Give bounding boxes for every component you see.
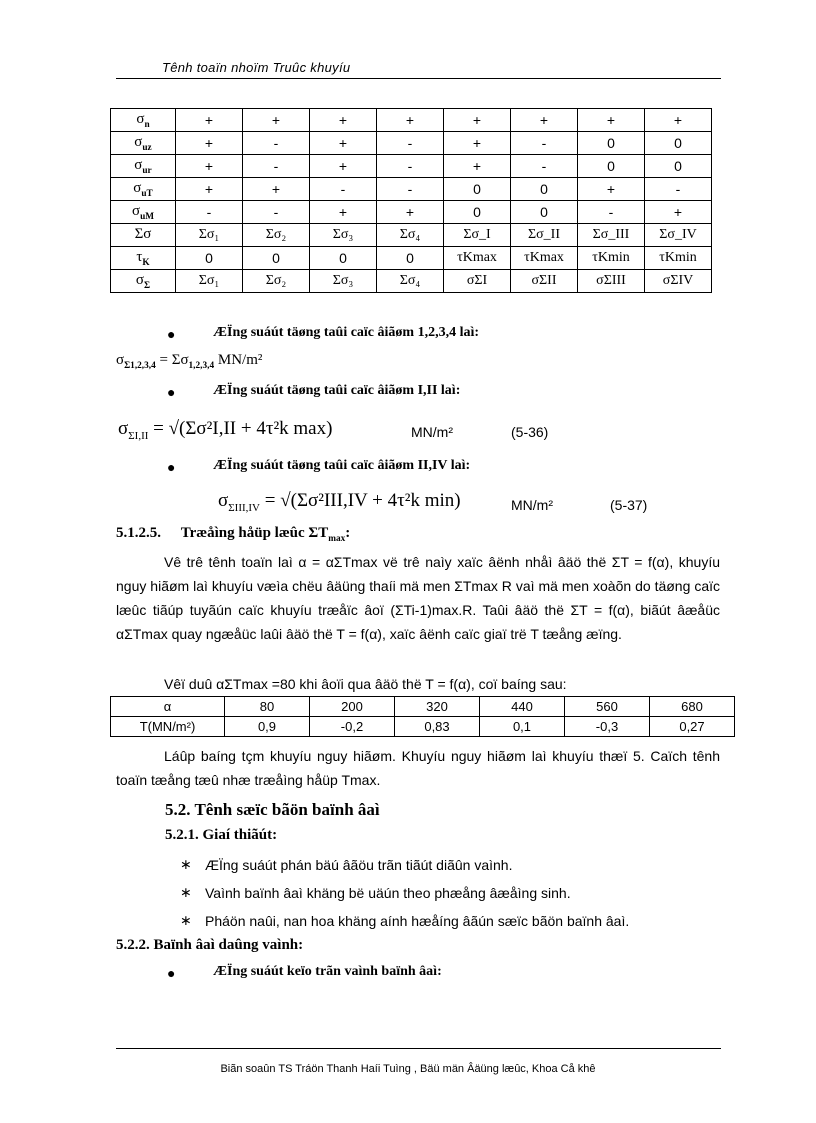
table-cell: 0 [444, 201, 511, 224]
table-cell: -0,3 [565, 717, 650, 737]
table-cell: 320 [395, 697, 480, 717]
row-symbol-subscript: n [144, 119, 150, 130]
bullet-text-3: ÆÏng suáút täøng taûi caïc âiãøm II,IV laì: [213, 458, 471, 473]
eq2-rhs: = √(Σσ²I,II + 4τ²k max) [153, 418, 333, 439]
row-symbol: Σσ [134, 225, 152, 242]
table-cell: + [578, 109, 645, 132]
table-row [111, 155, 712, 178]
table-row [111, 109, 712, 132]
table-cell: 0 [645, 132, 712, 155]
table-cell: Σσ₂ [243, 270, 310, 293]
row-symbol-subscript: uM [140, 211, 155, 222]
table-cell: + [310, 155, 377, 178]
table-row [111, 247, 712, 270]
table-row-label: T(MN/m²) [111, 717, 225, 737]
table-cell: Σσ₃ [310, 224, 377, 247]
table-row [111, 178, 712, 201]
table-cell: 0,83 [395, 717, 480, 737]
table-cell: + [645, 109, 712, 132]
table-cell: 0 [310, 247, 377, 270]
table-cell: 0 [511, 201, 578, 224]
table-cell: - [578, 201, 645, 224]
table-cell: 0 [444, 178, 511, 201]
table-cell: + [310, 132, 377, 155]
footer-rule [116, 1048, 721, 1049]
header-rule [116, 78, 721, 79]
eq1-eq: = Σσ [155, 352, 189, 368]
table-cell: 680 [650, 697, 735, 717]
bullet-icon: ● [167, 386, 176, 401]
section-heading-5-2-1: 5.2.1. Giaí thiãút: [165, 827, 278, 843]
bullet-text-4: ÆÏng suáút keïo trãn vaình baïnh âaì: [213, 964, 442, 979]
table-cell: - [243, 201, 310, 224]
table-cell: 80 [225, 697, 310, 717]
table-cell: + [377, 109, 444, 132]
table-cell: Σσ_I [444, 224, 511, 247]
table-cell: -0,2 [310, 717, 395, 737]
table-cell: - [377, 178, 444, 201]
table-cell: + [176, 155, 243, 178]
stress-sign-table [110, 108, 712, 293]
assumption-2: Vaình baïnh âaì khäng bë uäún theo phæång âæåìng sinh. [205, 885, 571, 901]
eq1-rhs-sub: 1,2,3,4 [188, 361, 215, 371]
table-row [111, 132, 712, 155]
page-footer: Biãn soaûn TS Tráön Thanh Haíi Tuìng , Bäü män Âäüng læûc, Khoa Cå khê [220, 1063, 596, 1075]
row-header [111, 201, 176, 224]
table-cell: Σσ₂ [243, 224, 310, 247]
table-cell: Σσ₁ [176, 270, 243, 293]
table-cell: τKmin [578, 247, 645, 270]
equation-3 [218, 490, 461, 514]
table-cell: Σσ₃ [310, 270, 377, 293]
paragraph-2: Vêï duû αΣTmax =80 khi âoïi qua âäö thë T = f(α), coï baíng sau: [164, 676, 567, 692]
table-cell: τKmax [511, 247, 578, 270]
table-cell: 200 [310, 697, 395, 717]
table-cell: 0,9 [225, 717, 310, 737]
eq3-rhs: = √(Σσ²III,IV + 4τ²k min) [264, 490, 461, 511]
table-cell: Σσ_III [578, 224, 645, 247]
table-cell: 0 [578, 132, 645, 155]
table-cell: - [310, 178, 377, 201]
eq3-unit: MN/m² [511, 497, 553, 513]
table-cell: + [444, 132, 511, 155]
row-symbol: σ [134, 133, 143, 150]
table-cell: + [310, 201, 377, 224]
row-symbol-subscript: uT [141, 188, 153, 199]
eq2-number: (5-36) [511, 424, 549, 440]
table-cell: + [578, 178, 645, 201]
table-cell: Σσ_II [511, 224, 578, 247]
eq1-lhs-sub: Σ1,2,3,4 [124, 361, 156, 371]
section-heading-5-1-2-5 [116, 525, 350, 544]
angle-value-table [110, 696, 735, 737]
row-header [111, 178, 176, 201]
eq3-number: (5-37) [610, 497, 648, 513]
equation-2 [118, 418, 332, 442]
eq1-unit: MN/m² [214, 352, 263, 368]
table-cell: - [645, 178, 712, 201]
section-title-sub: max [328, 534, 346, 544]
eq2-lhs: σ [118, 418, 129, 439]
eq3-lhs: σ [218, 490, 229, 511]
table-cell: 0,27 [650, 717, 735, 737]
section-heading-5-2: 5.2. Tênh sæïc bãön baïnh âaì [165, 800, 380, 819]
equation-1 [116, 352, 262, 371]
row-header [111, 155, 176, 178]
section-title-suffix: : [345, 525, 351, 541]
eq3-lhs-sub: ΣIII,IV [228, 501, 260, 514]
table-cell: + [377, 201, 444, 224]
paragraph-3: Láûp baíng tçm khuyíu nguy hiãøm. Khuyíu nguy hiãøm laì khuyíu thæï 5. Caïch tênh toaïn tæång tæû nhæ træåìng håüp Tmax. [116, 748, 720, 788]
row-symbol: σ [133, 179, 142, 196]
table-cell: + [176, 132, 243, 155]
asterisk-icon: ∗ [180, 886, 192, 901]
table-cell: 0 [377, 247, 444, 270]
table-cell: Σσ_IV [645, 224, 712, 247]
row-header [111, 132, 176, 155]
row-symbol: τ [136, 248, 143, 265]
table-row [111, 270, 712, 293]
bullet-text-2: ÆÏng suáút täøng taûi caïc âiãøm I,II laì: [213, 383, 461, 398]
table-cell: + [176, 178, 243, 201]
bullet-icon: ● [167, 461, 176, 476]
table-cell: + [645, 201, 712, 224]
table-header-alpha: α [111, 697, 225, 717]
row-symbol-subscript: Σ [144, 280, 151, 291]
table-cell: + [310, 109, 377, 132]
table-cell: 0 [243, 247, 310, 270]
table-cell: σΣIII [578, 270, 645, 293]
row-symbol-subscript: K [142, 257, 150, 268]
row-symbol: σ [135, 271, 144, 288]
table-cell: 0 [176, 247, 243, 270]
table-cell: 560 [565, 697, 650, 717]
row-symbol: σ [136, 110, 145, 127]
table-cell: - [243, 132, 310, 155]
asterisk-icon: ∗ [180, 858, 192, 873]
assumption-1: ÆÏng suáút phán bäú âãöu trãn tiãút diãûn vaình. [205, 857, 513, 873]
table-cell: - [243, 155, 310, 178]
row-header [111, 247, 176, 270]
table-cell: 0 [645, 155, 712, 178]
table-cell: Σσ₄ [377, 270, 444, 293]
table-cell: σΣII [511, 270, 578, 293]
table-cell: Σσ₁ [176, 224, 243, 247]
table-cell: Σσ₄ [377, 224, 444, 247]
table-cell: + [444, 155, 511, 178]
table-cell: 0 [511, 178, 578, 201]
table-cell: - [511, 132, 578, 155]
row-symbol: σ [134, 156, 143, 173]
eq2-lhs-sub: ΣI,II [128, 429, 149, 442]
table-cell: + [243, 109, 310, 132]
page-header: Tênh toaïn nhoïm Truûc khuyíu [162, 60, 351, 75]
bullet-icon: ● [167, 967, 176, 982]
section-number: 5.1.2.5. [116, 525, 161, 541]
table-row [111, 201, 712, 224]
table-cell: τKmax [444, 247, 511, 270]
table-cell: - [511, 155, 578, 178]
row-symbol-subscript: uz [142, 142, 152, 153]
eq1-lhs: σ [116, 352, 125, 368]
table-cell: 0,1 [480, 717, 565, 737]
table-cell: - [176, 201, 243, 224]
bullet-icon: ● [167, 328, 176, 343]
row-symbol-subscript: ur [142, 165, 152, 176]
table-cell: 0 [578, 155, 645, 178]
table-cell: - [377, 132, 444, 155]
table-cell: - [377, 155, 444, 178]
eq2-unit: MN/m² [411, 424, 453, 440]
table-cell: + [444, 109, 511, 132]
table-row [111, 224, 712, 247]
row-header [111, 109, 176, 132]
table-cell: σΣIV [645, 270, 712, 293]
table-cell: + [243, 178, 310, 201]
table-cell: + [176, 109, 243, 132]
table-cell: + [511, 109, 578, 132]
table-cell: 440 [480, 697, 565, 717]
section-heading-5-2-2: 5.2.2. Baïnh âaì daûng vaình: [116, 937, 304, 953]
row-header [111, 224, 176, 247]
bullet-text-1: ÆÏng suáút täøng taûi caïc âiãøm 1,2,3,4 laì: [213, 325, 480, 340]
assumption-3: Pháön naûi, nan hoa khäng aính hæåíng âãún sæïc bãön baïnh âaì. [205, 913, 630, 929]
section-title: Træåìng håüp læûc ΣT [180, 525, 329, 541]
row-symbol: σ [131, 202, 141, 219]
paragraph-1: Vê trê tênh toaïn laì α = αΣTmax vë trê naìy xaïc âënh nhåì âäö thë ΣT = f(α), khuyíu nguy hiãøm laì khuyíu væìa chëu âäüng thaíi mä men ΣTmax R vaì mä men xoàõn do täøng caïc læûc tiãúp tuyãún caïc khuyíu træåïc âoï (ΣTi-1)max.R. Taûi âäö thë ΣT = f(α), biãút âæåüc αΣTmax quay ngæåüc laûi âäö thë T = f(α), xaïc âënh caïc giaï trë T tæång æïng. [116, 554, 720, 642]
asterisk-icon: ∗ [180, 914, 192, 929]
row-header [111, 270, 176, 293]
table-cell: τKmin [645, 247, 712, 270]
table-cell: σΣI [444, 270, 511, 293]
